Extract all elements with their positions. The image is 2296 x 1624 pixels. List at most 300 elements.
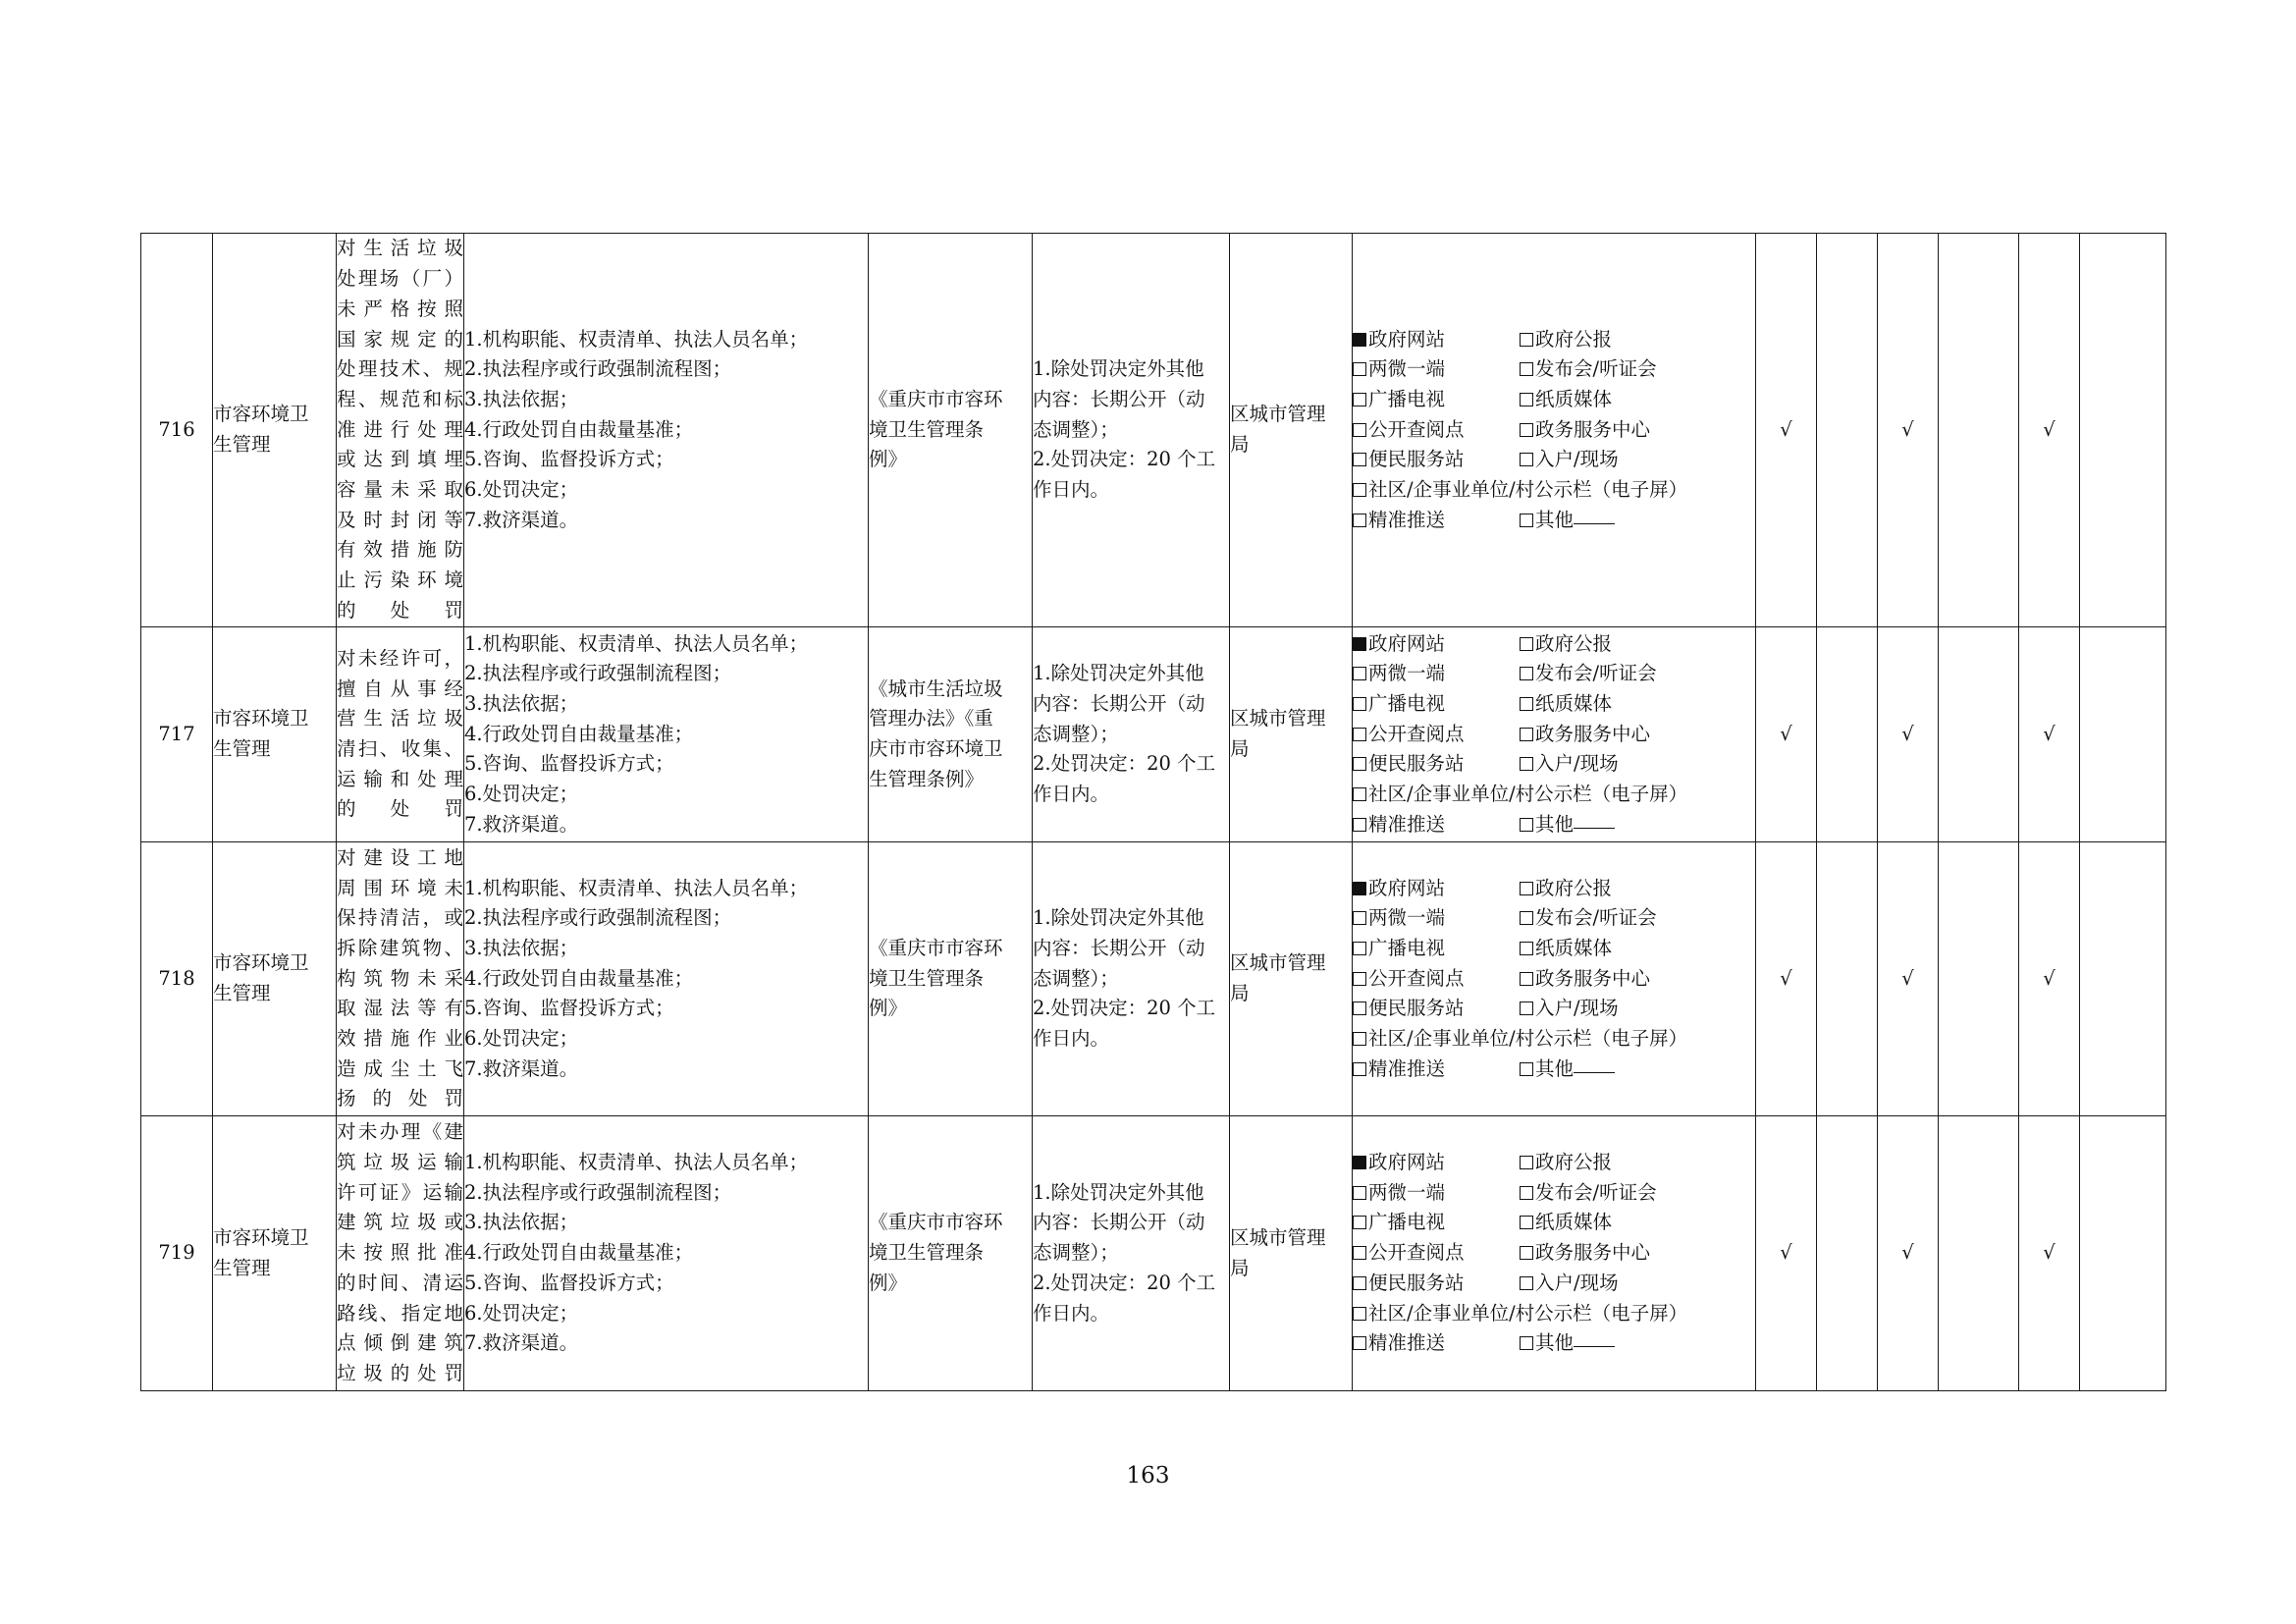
time-line: 内容：长期公开（动 (1033, 691, 1205, 715)
channel-gov-site (1353, 325, 1520, 355)
content-cell (464, 842, 869, 1116)
channel-service-station (1353, 749, 1520, 780)
channel-label: 公开查阅点 (1368, 966, 1465, 990)
channel-label: 政府网站 (1368, 327, 1446, 351)
blank-line (1574, 1071, 1615, 1073)
matter-line: 建筑垃圾或 (337, 1211, 463, 1234)
channel-broadcast (1353, 1208, 1520, 1238)
channel-row (1353, 749, 1755, 780)
channel-public-point (1353, 1238, 1520, 1269)
subject-line: 局 (1230, 433, 1250, 456)
unchecked-box-icon (1520, 393, 1533, 406)
channel-public-point (1353, 415, 1520, 446)
unchecked-box-icon (1353, 697, 1366, 711)
law-line: 《重庆市市容环 (869, 387, 1003, 410)
channel-public-point (1353, 964, 1520, 995)
channel-other (1520, 1055, 1686, 1085)
channel-service-center (1520, 964, 1686, 995)
law-line: 《重庆市市容环 (869, 936, 1003, 959)
time-line: 作日内。 (1033, 1301, 1110, 1325)
channel-label: 发布会/听证会 (1535, 662, 1657, 685)
matter-line: 国家规定的 (337, 327, 463, 351)
matter-cell (337, 1116, 464, 1391)
channel-public-point (1353, 720, 1520, 750)
channel-label: 纸质媒体 (1535, 1211, 1613, 1234)
matter-line: 程、规范和标 (337, 387, 463, 410)
empty-check-cell (2080, 627, 2166, 842)
matter-line: 的时间、清运 (337, 1271, 463, 1294)
unchecked-box-icon (1520, 333, 1533, 347)
unchecked-box-icon (1520, 1336, 1533, 1350)
channel-row (1353, 934, 1755, 964)
matter-line: 许可证》运输 (337, 1180, 463, 1204)
matter-line: 营生活垃圾 (337, 707, 463, 731)
channel-paper (1520, 385, 1686, 415)
channel-paper (1520, 934, 1686, 964)
matter-line: 保持清洁，或 (337, 906, 463, 930)
content-line: 1.机构职能、权责清单、执法人员名单； (464, 327, 809, 351)
content-line: 7.救济渠道。 (464, 812, 579, 836)
matter-line: 处理技术、规 (337, 357, 463, 381)
channel-gov-bulletin (1520, 325, 1686, 355)
time-line: 2.处罚决定：20 个工 (1033, 448, 1216, 471)
channel-row (1353, 1328, 1755, 1359)
channel-row (1353, 475, 1755, 506)
channel-label: 公开查阅点 (1368, 722, 1465, 745)
channel-label: 社区/企事业单位/村公示栏（电子屏） (1368, 1301, 1688, 1325)
channel-row (1353, 415, 1755, 446)
channel-row (1353, 629, 1755, 660)
content-cell (464, 234, 869, 627)
matter-line: 垃圾的处罚 (337, 1361, 463, 1384)
channel-service-station (1353, 445, 1520, 475)
category-cell (213, 234, 337, 627)
matter-line: 运输和处理 (337, 767, 463, 790)
law-line: 例》 (869, 448, 908, 471)
time-line: 作日内。 (1033, 478, 1110, 502)
matter-line: 未严格按照 (337, 297, 463, 320)
channel-row (1353, 994, 1755, 1024)
empty-check-cell (1817, 627, 1878, 842)
table-row (141, 234, 2166, 627)
channel-label: 两微一端 (1368, 662, 1446, 685)
law-line: 境卫生管理条 (869, 1241, 985, 1265)
time-line: 内容：长期公开（动 (1033, 387, 1205, 410)
content-line: 3.执法依据； (464, 936, 579, 959)
unchecked-box-icon (1520, 757, 1533, 771)
channel-door (1520, 749, 1686, 780)
matter-cell (337, 842, 464, 1116)
subject-line: 局 (1230, 1256, 1250, 1279)
law-cell (869, 1116, 1033, 1391)
time-line: 1.除处罚决定外其他 (1033, 1180, 1204, 1204)
time-cell (1033, 627, 1230, 842)
unchecked-box-icon (1353, 393, 1366, 406)
empty-check-cell (2080, 842, 2166, 1116)
channel-label: 入户/现场 (1535, 1271, 1619, 1294)
unchecked-box-icon (1353, 667, 1366, 680)
law-line: 生管理条例》 (869, 767, 985, 790)
channel-community (1353, 1299, 1687, 1329)
content-line: 5.咨询、监督投诉方式； (464, 997, 674, 1020)
channel-other (1520, 1328, 1686, 1359)
content-line: 5.咨询、监督投诉方式； (464, 1271, 674, 1294)
content-cell (464, 627, 869, 842)
check-mark-icon: √ (2019, 1116, 2080, 1391)
unchecked-box-icon (1353, 1246, 1366, 1260)
unchecked-box-icon (1520, 1062, 1533, 1076)
channel-label: 精准推送 (1368, 1331, 1446, 1355)
channel-gov-bulletin (1520, 629, 1686, 660)
channels-cell (1353, 842, 1756, 1116)
content-line: 2.执法程序或行政强制流程图； (464, 357, 732, 381)
category-line: 市容环境卫 (213, 1225, 309, 1249)
category-line: 生管理 (213, 982, 271, 1004)
unchecked-box-icon (1520, 1001, 1533, 1015)
blank-line (1574, 522, 1615, 524)
channel-label: 政府网站 (1368, 631, 1446, 655)
subject-line: 区城市管理 (1230, 1225, 1326, 1249)
channel-label: 发布会/听证会 (1535, 906, 1657, 930)
law-line: 庆市市容环境卫 (869, 737, 1003, 760)
channel-label: 公开查阅点 (1368, 1241, 1465, 1265)
channel-gov-bulletin (1520, 874, 1686, 904)
subject-line: 局 (1230, 982, 1250, 1004)
channel-door (1520, 994, 1686, 1024)
channel-row (1353, 354, 1755, 385)
content-line: 7.救济渠道。 (464, 508, 579, 531)
checked-box-icon (1353, 882, 1366, 895)
channel-row (1353, 1024, 1755, 1055)
subject-cell (1230, 234, 1353, 627)
law-line: 例》 (869, 997, 908, 1020)
matter-line: 对建设工地 (337, 845, 463, 869)
subject-line: 区城市管理 (1230, 951, 1326, 975)
channels-cell (1353, 1116, 1756, 1391)
content-line: 4.行政处罚自由裁量基准； (464, 722, 694, 745)
unchecked-box-icon (1353, 1062, 1366, 1076)
unchecked-box-icon (1353, 1307, 1366, 1321)
content-cell (464, 1116, 869, 1391)
checked-box-icon (1353, 1156, 1366, 1169)
table-row (141, 842, 2166, 1116)
check-mark-icon: √ (1756, 842, 1817, 1116)
channel-paper (1520, 1208, 1686, 1238)
unchecked-box-icon (1353, 1336, 1366, 1350)
channel-door (1520, 445, 1686, 475)
content-line: 1.机构职能、权责清单、执法人员名单； (464, 631, 809, 655)
channel-label: 便民服务站 (1368, 1271, 1465, 1294)
subject-cell (1230, 1116, 1353, 1391)
unchecked-box-icon (1520, 1216, 1533, 1229)
blank-line (1574, 827, 1615, 829)
matter-cell (337, 627, 464, 842)
time-line: 1.除处罚决定外其他 (1033, 357, 1204, 381)
law-cell (869, 234, 1033, 627)
channel-label: 政府公报 (1535, 876, 1613, 899)
channel-row (1353, 325, 1755, 355)
unchecked-box-icon (1353, 818, 1366, 832)
unchecked-box-icon (1353, 1216, 1366, 1229)
unchecked-box-icon (1353, 728, 1366, 741)
matter-line: 构筑物未采 (337, 966, 463, 990)
matter-line: 的处罚 (337, 797, 463, 821)
checked-box-icon (1353, 333, 1366, 347)
empty-check-cell (1817, 842, 1878, 1116)
matter-line: 及时封闭等 (337, 508, 463, 531)
unchecked-box-icon (1520, 972, 1533, 986)
matter-line: 的处罚 (337, 598, 463, 622)
content-line: 3.执法依据； (464, 387, 579, 410)
channel-two-micro (1353, 659, 1520, 689)
channel-broadcast (1353, 385, 1520, 415)
channel-row (1353, 1238, 1755, 1269)
empty-check-cell (1939, 842, 2019, 1116)
content-line: 4.行政处罚自由裁量基准； (464, 966, 694, 990)
channel-gov-site (1353, 874, 1520, 904)
time-line: 作日内。 (1033, 1027, 1110, 1051)
channel-service-center (1520, 415, 1686, 446)
channel-label: 社区/企事业单位/村公示栏（电子屏） (1368, 783, 1688, 806)
subject-line: 区城市管理 (1230, 403, 1326, 426)
content-line: 2.执法程序或行政强制流程图； (464, 906, 732, 930)
time-line: 内容：长期公开（动 (1033, 1211, 1205, 1234)
channel-label: 政务服务中心 (1535, 417, 1651, 441)
matter-line: 路线、指定地 (337, 1301, 463, 1325)
empty-check-cell (1939, 234, 2019, 627)
time-line: 态调整）； (1033, 722, 1119, 745)
unchecked-box-icon (1353, 1186, 1366, 1200)
content-line: 5.咨询、监督投诉方式； (464, 448, 674, 471)
content-line: 6.处罚决定； (464, 1301, 579, 1325)
channel-label: 入户/现场 (1535, 448, 1619, 471)
unchecked-box-icon (1520, 1186, 1533, 1200)
channel-label: 广播电视 (1368, 1211, 1446, 1234)
unchecked-box-icon (1353, 942, 1366, 955)
matter-line: 擅自从事经 (337, 677, 463, 700)
matter-line: 清扫、收集、 (337, 737, 463, 760)
unchecked-box-icon (1353, 1001, 1366, 1015)
content-line: 2.执法程序或行政强制流程图； (464, 1180, 732, 1204)
channel-label: 便民服务站 (1368, 752, 1465, 776)
unchecked-box-icon (1520, 697, 1533, 711)
law-line: 《城市生活垃圾 (869, 677, 1003, 700)
check-mark-icon: √ (1878, 627, 1939, 842)
matter-line: 扬的处罚 (337, 1087, 463, 1110)
time-line: 2.处罚决定：20 个工 (1033, 752, 1216, 776)
check-mark-icon: √ (1878, 842, 1939, 1116)
subject-cell (1230, 842, 1353, 1116)
check-mark-icon: √ (1878, 1116, 1939, 1391)
channel-paper (1520, 689, 1686, 720)
channel-service-center (1520, 1238, 1686, 1269)
content-line: 6.处罚决定； (464, 783, 579, 806)
page-number: 163 (1126, 1463, 1170, 1489)
channel-label: 政府公报 (1535, 327, 1613, 351)
unchecked-box-icon (1353, 453, 1366, 466)
channel-row (1353, 964, 1755, 995)
blank-line (1574, 1345, 1615, 1347)
law-line: 管理办法》《重 (869, 707, 993, 731)
channel-other (1520, 506, 1686, 536)
matter-line: 效措施作业 (337, 1027, 463, 1051)
channel-label: 入户/现场 (1535, 752, 1619, 776)
channel-label: 其他 (1535, 508, 1575, 531)
channel-row (1353, 810, 1755, 840)
matter-line: 对未办理《建 (337, 1120, 463, 1144)
unchecked-box-icon (1520, 514, 1533, 527)
time-line: 态调整）； (1033, 966, 1119, 990)
channel-press (1520, 354, 1686, 385)
content-line: 6.处罚决定； (464, 478, 579, 502)
matter-line: 准进行处理 (337, 417, 463, 441)
law-cell (869, 627, 1033, 842)
check-mark-icon: √ (1756, 234, 1817, 627)
channel-gov-site (1353, 629, 1520, 660)
channel-row (1353, 903, 1755, 934)
matter-line: 对生活垃圾 (337, 237, 463, 260)
content-line: 1.机构职能、权责清单、执法人员名单； (464, 1151, 809, 1174)
matter-line: 点倾倒建筑 (337, 1331, 463, 1355)
channel-row (1353, 720, 1755, 750)
unchecked-box-icon (1353, 1032, 1366, 1046)
unchecked-box-icon (1520, 942, 1533, 955)
check-mark-icon: √ (2019, 627, 2080, 842)
channel-press (1520, 903, 1686, 934)
channel-row (1353, 1055, 1755, 1085)
channel-label: 公开查阅点 (1368, 417, 1465, 441)
channel-press (1520, 659, 1686, 689)
unchecked-box-icon (1353, 1276, 1366, 1290)
channel-label: 广播电视 (1368, 387, 1446, 410)
time-line: 2.处罚决定：20 个工 (1033, 1271, 1216, 1294)
unchecked-box-icon (1520, 882, 1533, 895)
content-line: 2.执法程序或行政强制流程图； (464, 662, 732, 685)
channel-row (1353, 1178, 1755, 1209)
empty-check-cell (1817, 1116, 1878, 1391)
channel-label: 精准推送 (1368, 508, 1446, 531)
category-cell (213, 842, 337, 1116)
time-line: 2.处罚决定：20 个工 (1033, 997, 1216, 1020)
category-line: 市容环境卫 (213, 403, 309, 426)
content-line: 1.机构职能、权责清单、执法人员名单； (464, 876, 809, 899)
time-line: 1.除处罚决定外其他 (1033, 906, 1204, 930)
category-line: 市容环境卫 (213, 951, 309, 975)
matter-line: 对未经许可， (337, 646, 463, 670)
matter-line: 未按照批准 (337, 1241, 463, 1265)
channel-label: 两微一端 (1368, 1180, 1446, 1204)
time-line: 作日内。 (1033, 783, 1110, 806)
category-line: 生管理 (213, 1256, 271, 1279)
channel-press (1520, 1178, 1686, 1209)
content-line: 3.执法依据； (464, 691, 579, 715)
channel-broadcast (1353, 934, 1520, 964)
checked-box-icon (1353, 637, 1366, 651)
content-line: 7.救济渠道。 (464, 1331, 579, 1355)
unchecked-box-icon (1353, 362, 1366, 376)
channel-community (1353, 475, 1687, 506)
channel-label: 社区/企事业单位/村公示栏（电子屏） (1368, 1027, 1688, 1051)
matter-cell (337, 234, 464, 627)
unchecked-box-icon (1520, 453, 1533, 466)
channel-door (1520, 1269, 1686, 1299)
channel-two-micro (1353, 354, 1520, 385)
channel-label: 广播电视 (1368, 936, 1446, 959)
channel-service-center (1520, 720, 1686, 750)
content-line: 4.行政处罚自由裁量基准； (464, 417, 694, 441)
channel-label: 发布会/听证会 (1535, 357, 1657, 381)
channel-gov-bulletin (1520, 1148, 1686, 1178)
channel-two-micro (1353, 1178, 1520, 1209)
channel-row (1353, 1299, 1755, 1329)
channel-label: 入户/现场 (1535, 997, 1619, 1020)
channel-label: 精准推送 (1368, 812, 1446, 836)
time-line: 内容：长期公开（动 (1033, 936, 1205, 959)
channel-label: 政务服务中心 (1535, 722, 1651, 745)
channel-label: 便民服务站 (1368, 448, 1465, 471)
time-cell (1033, 234, 1230, 627)
unchecked-box-icon (1353, 911, 1366, 925)
law-line: 境卫生管理条 (869, 417, 985, 441)
unchecked-box-icon (1520, 423, 1533, 437)
unchecked-box-icon (1353, 514, 1366, 527)
channel-gov-site (1353, 1148, 1520, 1178)
unchecked-box-icon (1520, 1276, 1533, 1290)
channel-label: 其他 (1535, 1056, 1575, 1080)
channel-label: 其他 (1535, 1331, 1575, 1355)
unchecked-box-icon (1353, 972, 1366, 986)
unchecked-box-icon (1353, 423, 1366, 437)
law-line: 《重庆市市容环 (869, 1211, 1003, 1234)
channel-label: 纸质媒体 (1535, 387, 1613, 410)
channel-row (1353, 659, 1755, 689)
empty-check-cell (2080, 1116, 2166, 1391)
item-number: 718 (141, 842, 213, 1116)
empty-check-cell (1817, 234, 1878, 627)
channel-community (1353, 1024, 1687, 1055)
category-cell (213, 627, 337, 842)
time-line: 1.除处罚决定外其他 (1033, 662, 1204, 685)
channel-row (1353, 445, 1755, 475)
check-mark-icon: √ (1756, 1116, 1817, 1391)
law-cell (869, 842, 1033, 1116)
subject-cell (1230, 627, 1353, 842)
law-line: 境卫生管理条 (869, 966, 985, 990)
time-line: 态调整）； (1033, 417, 1119, 441)
matter-line: 止污染环境 (337, 568, 463, 592)
channel-precise (1353, 810, 1520, 840)
channel-broadcast (1353, 689, 1520, 720)
empty-check-cell (2080, 234, 2166, 627)
channel-label: 政务服务中心 (1535, 966, 1651, 990)
channels-cell (1353, 234, 1756, 627)
channel-label: 政府网站 (1368, 876, 1446, 899)
unchecked-box-icon (1520, 362, 1533, 376)
channel-community (1353, 780, 1687, 810)
check-mark-icon: √ (1756, 627, 1817, 842)
channel-label: 纸质媒体 (1535, 691, 1613, 715)
table-row (141, 627, 2166, 842)
disclosure-table (140, 233, 2166, 1391)
table-row (141, 1116, 2166, 1391)
channel-service-station (1353, 994, 1520, 1024)
channel-label: 政府公报 (1535, 1151, 1613, 1174)
matter-line: 有效措施防 (337, 538, 463, 562)
matter-line: 周围环境未 (337, 876, 463, 899)
table-body (141, 234, 2166, 1391)
matter-line: 拆除建筑物、 (337, 936, 463, 959)
category-line: 市容环境卫 (213, 707, 309, 731)
